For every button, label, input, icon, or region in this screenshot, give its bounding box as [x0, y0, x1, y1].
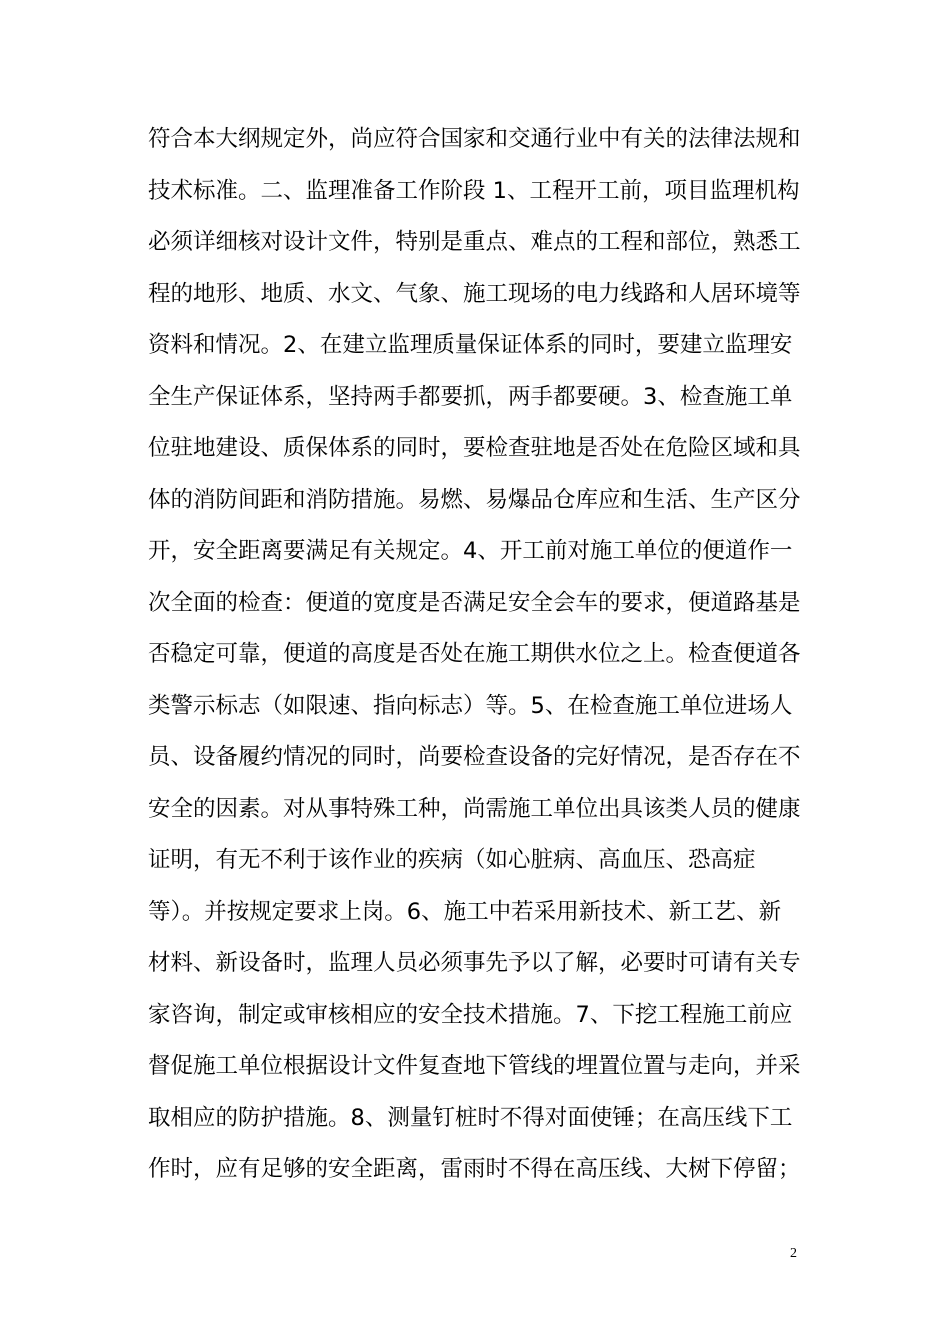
text-line: 次全面的检查：便道的宽度是否满足安全会车的要求，便道路基是	[148, 589, 801, 616]
text-line: 技术标准。二、监理准备工作阶段 1、工程开工前，项目监理机构	[148, 177, 800, 204]
text-line: 体的消防间距和消防措施。易燃、易爆品仓库应和生活、生产区分	[148, 486, 801, 513]
page-number: 2	[790, 1246, 797, 1261]
text-line: 必须详细核对设计文件，特别是重点、难点的工程和部位，熟悉工	[148, 229, 801, 255]
text-line: 等）。并按规定要求上岗。6、施工中若采用新技术、新工艺、新	[148, 898, 782, 925]
text-line: 全生产保证体系，坚持两手都要抓，两手都要硬。3、检查施工单	[148, 383, 793, 410]
text-line: 程的地形、地质、水文、气象、施工现场的电力线路和人居环境等	[148, 280, 801, 307]
text-line: 类警示标志（如限速、指向标志）等。5、在检查施工单位进场人	[148, 692, 793, 719]
text-line: 否稳定可靠，便道的高度是否处在施工期供水位之上。检查便道各	[148, 641, 801, 667]
text-line: 符合本大纲规定外，尚应符合国家和交通行业中有关的法律法规和	[148, 126, 801, 152]
text-line: 开，安全距离要满足有关规定。4、开工前对施工单位的便道作一	[148, 538, 793, 564]
text-line: 材料、新设备时，监理人员必须事先予以了解，必要时可请有关专	[148, 950, 801, 976]
text-line: 安全的因素。对从事特殊工种，尚需施工单位出具该类人员的健康	[148, 795, 801, 822]
text-line: 证明，有无不利于该作业的疾病（如心脏病、高血压、恐高症	[148, 847, 756, 873]
body-text	[148, 114, 808, 1196]
text-line: 取相应的防护措施。8、测量钉桩时不得对面使锤；在高压线下工	[148, 1104, 793, 1131]
text-line: 资料和情况。2、在建立监理质量保证体系的同时，要建立监理安	[148, 332, 793, 358]
text-line: 督促施工单位根据设计文件复查地下管线的埋置位置与走向，并采	[148, 1053, 801, 1079]
text-line: 位驻地建设、质保体系的同时，要检查驻地是否处在危险区域和具	[148, 435, 801, 461]
text-line: 作时，应有足够的安全距离，雷雨时不得在高压线、大树下停留；	[148, 1156, 801, 1182]
text-line: 家咨询，制定或审核相应的安全技术措施。7、下挖工程施工前应	[148, 1001, 793, 1028]
text-line: 员、设备履约情况的同时，尚要检查设备的完好情况，是否存在不	[148, 744, 801, 770]
